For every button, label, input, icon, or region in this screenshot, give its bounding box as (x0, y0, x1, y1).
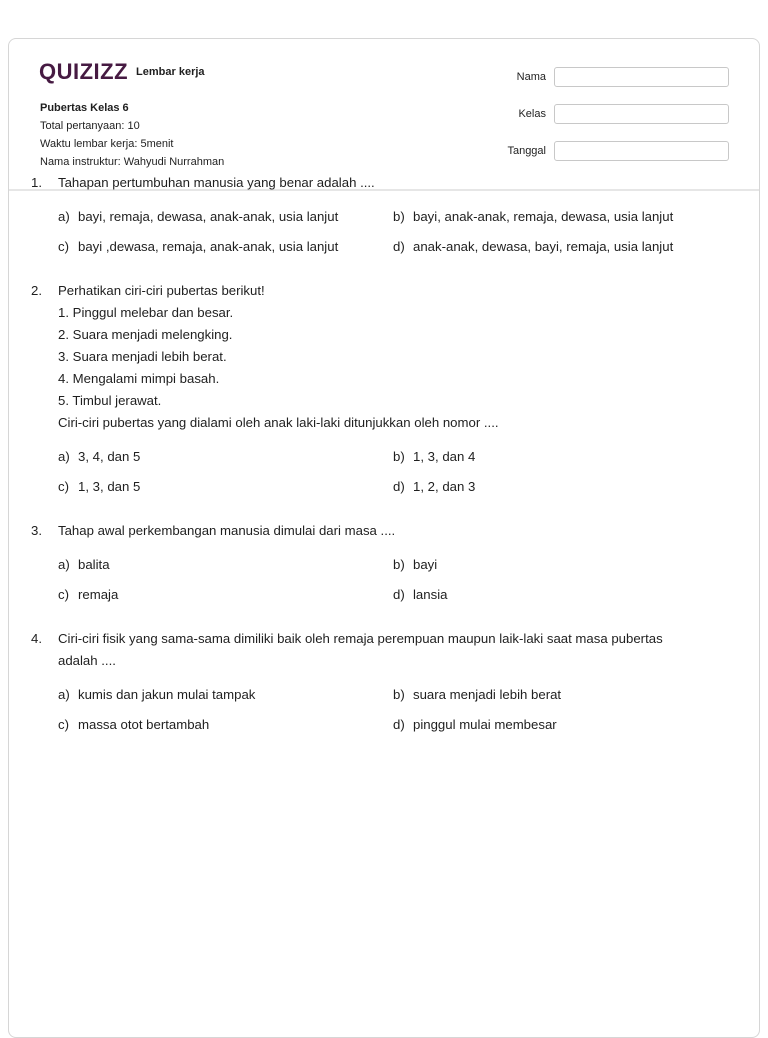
question-line: Tahapan pertumbuhan manusia yang benar adalah .... (58, 175, 375, 190)
option-letter: d) (393, 587, 405, 602)
question-item (31, 628, 721, 736)
option-text: massa otot bertambah (78, 717, 210, 732)
answer-option[interactable] (58, 236, 393, 258)
question-line: Perhatikan ciri-ciri pubertas berikut! (58, 283, 265, 298)
question-text (58, 172, 721, 194)
option-letter: a) (58, 209, 70, 224)
question-number: 2. (31, 283, 42, 298)
kelas-input[interactable] (554, 104, 729, 124)
answer-option[interactable] (393, 584, 728, 606)
question-text (58, 520, 721, 542)
question-line: Ciri-ciri pubertas yang dialami oleh anak laki-laki ditunjukkan oleh nomor .... (58, 415, 499, 430)
answer-option[interactable] (58, 684, 393, 706)
answer-options (58, 554, 721, 606)
option-letter: a) (58, 687, 70, 702)
logo-row (39, 59, 205, 85)
option-letter: a) (58, 557, 70, 572)
question-list (31, 172, 721, 758)
option-text: kumis dan jakun mulai tampak (78, 687, 256, 702)
question-row (31, 280, 721, 434)
question-row (31, 520, 721, 542)
nama-label: Nama (516, 71, 546, 83)
question-line: Ciri-ciri fisik yang sama-sama dimiliki baik oleh remaja perempuan maupun laik-laki saat masa pubertas (58, 631, 663, 646)
option-text: bayi (413, 557, 438, 572)
question-text (58, 628, 721, 672)
instructor-name: Nama instruktur: Wahyudi Nurrahman (40, 156, 225, 168)
option-text: suara menjadi lebih berat (413, 687, 562, 702)
question-item (31, 280, 721, 498)
question-row (31, 628, 721, 672)
answer-option[interactable] (393, 476, 728, 498)
total-questions: Total pertanyaan: 10 (40, 120, 140, 132)
student-fields (489, 66, 729, 177)
question-line: Tahap awal perkembangan manusia dimulai dari masa .... (58, 523, 396, 538)
option-text: 1, 2, dan 3 (413, 479, 476, 494)
field-kelas (489, 103, 729, 125)
option-text: remaja (78, 587, 119, 602)
option-text: bayi, remaja, dewasa, anak-anak, usia lanjut (78, 209, 339, 224)
answer-options (58, 206, 721, 258)
option-text: 1, 3, dan 5 (78, 479, 141, 494)
answer-option[interactable] (393, 236, 728, 258)
option-letter: d) (393, 239, 405, 254)
answer-option[interactable] (58, 446, 393, 468)
answer-option[interactable] (393, 554, 728, 576)
worksheet-label: Lembar kerja (136, 66, 205, 78)
question-line: 1. Pinggul melebar dan besar. (58, 305, 234, 320)
answer-options (58, 446, 721, 498)
answer-option[interactable] (58, 554, 393, 576)
option-letter: a) (58, 449, 70, 464)
question-line: 4. Mengalami mimpi basah. (58, 371, 220, 386)
option-letter: c) (58, 239, 69, 254)
option-letter: c) (58, 587, 69, 602)
answer-options (58, 684, 721, 736)
kelas-label: Kelas (518, 108, 546, 120)
option-text: anak-anak, dewasa, bayi, remaja, usia lanjut (413, 239, 674, 254)
answer-option[interactable] (58, 584, 393, 606)
question-item (31, 172, 721, 258)
question-line: 2. Suara menjadi melengking. (58, 327, 233, 342)
worksheet-meta (40, 99, 224, 171)
option-text: lansia (413, 587, 448, 602)
answer-option[interactable] (393, 446, 728, 468)
option-letter: b) (393, 687, 405, 702)
worksheet-title: Pubertas Kelas 6 (40, 102, 129, 114)
option-letter: d) (393, 717, 405, 732)
option-text: 3, 4, dan 5 (78, 449, 141, 464)
option-letter: b) (393, 557, 405, 572)
option-text: pinggul mulai membesar (413, 717, 557, 732)
worksheet-header (9, 39, 759, 191)
question-number: 4. (31, 631, 42, 646)
field-nama (489, 66, 729, 88)
option-letter: d) (393, 479, 405, 494)
question-number: 3. (31, 523, 42, 538)
question-text (58, 280, 721, 434)
answer-option[interactable] (393, 714, 728, 736)
answer-option[interactable] (393, 684, 728, 706)
question-number: 1. (31, 175, 42, 190)
option-letter: c) (58, 479, 69, 494)
answer-option[interactable] (393, 206, 728, 228)
option-text: balita (78, 557, 110, 572)
question-line: 3. Suara menjadi lebih berat. (58, 349, 227, 364)
answer-option[interactable] (58, 476, 393, 498)
option-letter: b) (393, 449, 405, 464)
answer-option[interactable] (58, 714, 393, 736)
answer-option[interactable] (58, 206, 393, 228)
option-text: bayi, anak-anak, remaja, dewasa, usia lanjut (413, 209, 674, 224)
tanggal-input[interactable] (554, 141, 729, 161)
worksheet-time: Waktu lembar kerja: 5menit (40, 138, 174, 150)
question-line: 5. Timbul jerawat. (58, 393, 162, 408)
option-text: 1, 3, dan 4 (413, 449, 476, 464)
tanggal-label: Tanggal (507, 145, 546, 157)
question-line: adalah .... (58, 653, 116, 668)
question-item (31, 520, 721, 606)
nama-input[interactable] (554, 67, 729, 87)
quizizz-logo: QUIZIZZ (39, 59, 129, 84)
option-letter: b) (393, 209, 405, 224)
option-text: bayi ,dewasa, remaja, anak-anak, usia lanjut (78, 239, 339, 254)
field-tanggal (489, 140, 729, 162)
question-row (31, 172, 721, 194)
option-letter: c) (58, 717, 69, 732)
